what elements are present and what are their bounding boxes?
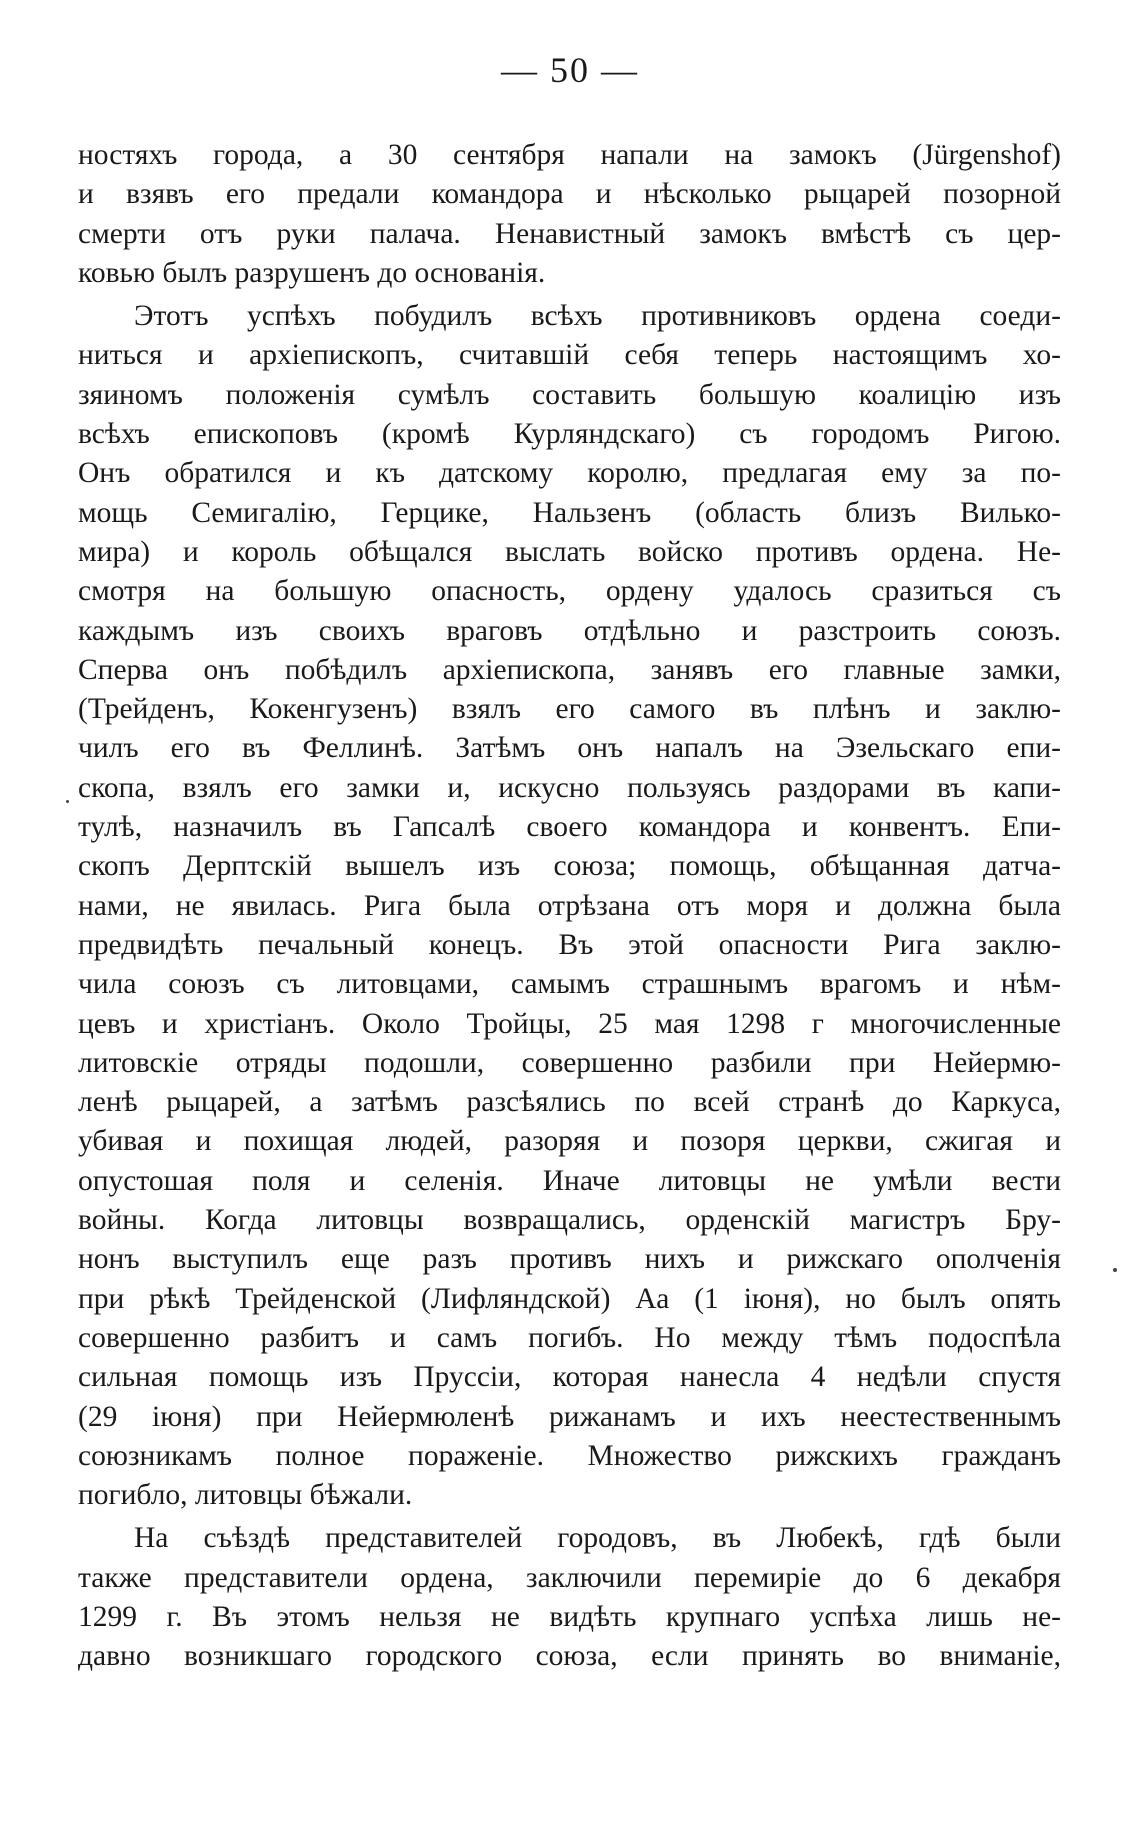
body-text [78, 136, 1061, 1677]
text-line: сильная помощь изъ Пруссіи, которая нанесла 4 недѣли спустя [78, 1361, 1061, 1394]
text-line: и взявъ его предали командора и нѣсколько рыцарей позорной [78, 178, 1061, 211]
text-line: убивая и похищая людей, разоряя и позоря церкви, сжигая и [78, 1125, 1061, 1158]
text-line: совершенно разбитъ и самъ погибъ. Но между тѣмъ подоспѣла [78, 1321, 1061, 1354]
text-line: мира) и король обѣщался выслать войско противъ ордена. Не- [78, 535, 1061, 568]
scan-speck [66, 800, 69, 803]
text-line: ниться и архіепископъ, считавшій себя теперь настоящимъ хо- [78, 339, 1061, 372]
text-line: мощь Семигалію, Герцике, Нальзенъ (область близъ Вилько- [78, 496, 1061, 529]
text-line: смотря на большую опасность, ордену удалось сразиться съ [78, 575, 1061, 608]
text-line: всѣхъ епископовъ (кромѣ Курляндскаго) съ городомъ Ригою. [78, 418, 1061, 451]
text-line: давно возникшаго городского союза, если принять во вниманіе, [78, 1640, 1061, 1673]
text-line: чилъ его въ Феллинѣ. Затѣмъ онъ напалъ на Эзельскаго епи- [78, 732, 1061, 765]
text-line: войны. Когда литовцы возвращались, орденскій магистръ Бру- [78, 1204, 1061, 1237]
text-line: Этотъ успѣхъ побудилъ всѣхъ противниковъ ордена соеди- [134, 300, 1061, 333]
text-line: предвидѣть печальный конецъ. Въ этой опасности Рига заклю- [78, 928, 1061, 961]
text-line: ковью былъ разрушенъ до основанія. [78, 256, 546, 289]
text-line: также представители ордена, заключили перемиріе до 6 декабря [78, 1561, 1061, 1594]
scan-speck [1113, 1268, 1117, 1272]
paragraph [78, 136, 1061, 293]
text-line: Онъ обратился и къ датскому королю, предлагая ему за по- [78, 457, 1061, 490]
text-line: скопъ Дерптскій вышелъ изъ союза; помощь, обѣщанная датча- [78, 850, 1061, 883]
text-line: ленѣ рыцарей, а затѣмъ разсѣялись по всей странѣ до Каркуса, [78, 1086, 1061, 1119]
text-line: нами, не явилась. Рига была отрѣзана отъ моря и должна была [78, 889, 1061, 922]
text-line: опустошая поля и селенія. Иначе литовцы не умѣли вести [78, 1164, 1061, 1197]
text-line: скопа, взялъ его замки и, искусно пользуясь раздорами въ капи- [78, 771, 1061, 804]
text-line: тулѣ, назначилъ въ Гапсалѣ своего командора и конвентъ. Епи- [78, 811, 1061, 844]
text-line: погибло, литовцы бѣжали. [78, 1479, 413, 1512]
text-line: смерти отъ руки палача. Ненавистный замокъ вмѣстѣ съ цер- [78, 217, 1061, 250]
text-line: Сперва онъ побѣдилъ архіепископа, занявъ его главные замки, [78, 653, 1061, 686]
text-line: (29 іюня) при Нейермюленѣ рижанамъ и ихъ неестественнымъ [78, 1400, 1061, 1433]
text-line: нонъ выступилъ еще разъ противъ нихъ и рижскаго ополченія [78, 1243, 1061, 1276]
text-line: 1299 г. Въ этомъ нельзя не видѣть крупнаго успѣха лишь не- [78, 1600, 1061, 1633]
text-line: литовскіе отряды подошли, совершенно разбили при Нейермю- [78, 1046, 1061, 1079]
text-line: ностяхъ города, а 30 сентября напали на замокъ (Jürgenshof) [78, 139, 1061, 171]
text-line: (Трейденъ, Кокенгузенъ) взялъ его самого въ плѣнъ и заклю- [78, 693, 1061, 726]
text-line: союзникамъ полное пораженіе. Множество рижскихъ гражданъ [78, 1439, 1061, 1472]
text-line: при рѣкѣ Трейденской (Лифляндской) Аа (1 іюня), но былъ опять [78, 1282, 1061, 1315]
text-line: На съѣздѣ представителей городовъ, въ Любекѣ, гдѣ были [134, 1522, 1061, 1555]
paragraph [78, 1519, 1061, 1676]
page-number: — 50 — [501, 50, 639, 90]
text-line: цевъ и христіанъ. Около Тройцы, 25 мая 1298 г многочисленные [78, 1007, 1061, 1040]
text-line: каждымъ изъ своихъ враговъ отдѣльно и разстроить союзъ. [78, 614, 1061, 647]
text-line: чила союзъ съ литовцами, самымъ страшнымъ врагомъ и нѣм- [78, 968, 1061, 1001]
text-line: зяиномъ положенія сумѣлъ составить большую коалицію изъ [78, 378, 1061, 411]
paragraph [78, 297, 1061, 1515]
